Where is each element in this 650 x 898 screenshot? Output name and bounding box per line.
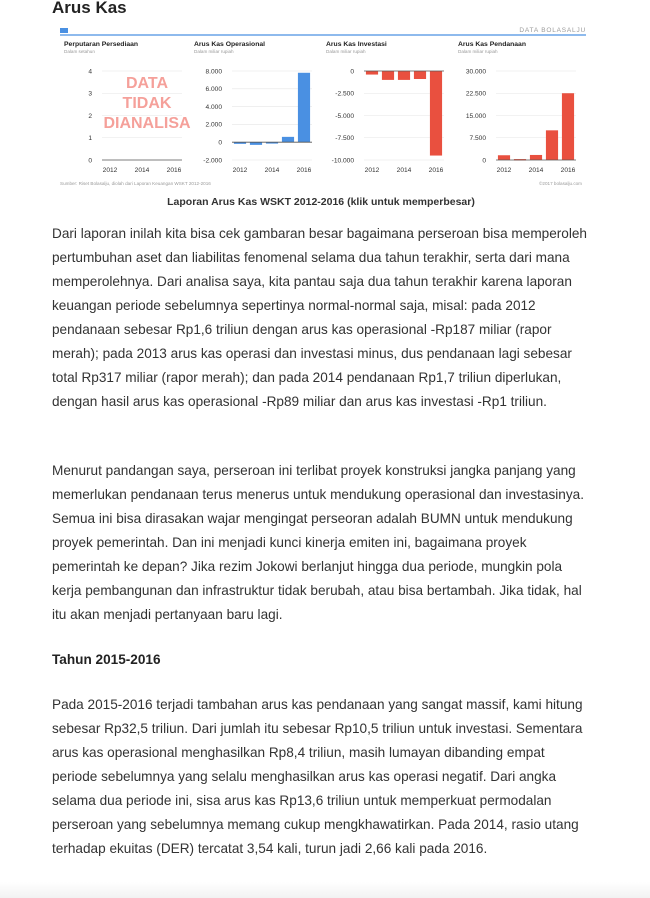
- y-tick-label: -2.500: [335, 90, 354, 98]
- chart-title: Perputaran Persediaan: [64, 41, 139, 48]
- y-tick-label: 4: [88, 68, 92, 76]
- bar-2013: [250, 142, 262, 145]
- header-marker: [60, 28, 68, 33]
- subheading-2015-2016: Tahun 2015-2016: [52, 652, 161, 667]
- copyright-note: ©2017 bolasalju.com: [539, 181, 582, 186]
- bar-2016: [562, 93, 574, 160]
- x-tick-label: 2014: [396, 167, 412, 174]
- x-tick-label: 2016: [296, 167, 312, 174]
- bar-2015: [282, 137, 294, 142]
- paragraph-2: Menurut pandangan saya, perseroan ini terlibat proyek konstruksi jangka panjang yang memerlukan pendanaan terus menerus untuk mendukung operasional dan investasinya. Semua ini bisa dirasakan wajar mengingat perseoran adalah BUMN untuk mendukung proyek pemerintah. Dan ini menjadi kunci kinerja emiten ini, bagaimana proyek pemerintah ke depan? Jika rezim Jokowi berlanjut hingga dua periode, mungkin pola kerja pembangunan dan infrastruktur tidak berubah, atau bisa bertambah. Jika tidak, hal itu akan menjadi pertanyaan baru lagi.: [52, 463, 585, 622]
- y-tick-label: -7.500: [335, 135, 354, 143]
- x-tick-label: 2016: [428, 167, 444, 174]
- cash-flow-charts[interactable]: [60, 24, 590, 192]
- x-tick-label: 2012: [364, 167, 380, 174]
- bar-2015: [414, 71, 426, 79]
- x-tick-label: 2012: [102, 167, 118, 174]
- source-note: Sumber: Riset Bolasalju, diolah dari Laporan Keuangan WSKT 2012-2016: [60, 181, 211, 186]
- y-tick-label: 2.000: [205, 121, 222, 129]
- brand-label: DATA BOLASALJU: [519, 27, 586, 34]
- bar-2012: [366, 71, 378, 75]
- x-tick-label: 2014: [264, 167, 280, 174]
- figure-caption[interactable]: Laporan Arus Kas WSKT 2012-2016 (klik untuk memperbesar): [167, 196, 475, 208]
- y-tick-label: 0: [218, 139, 222, 147]
- chart-title: Arus Kas Pendanaan: [458, 41, 526, 48]
- y-tick-label: -10.000: [331, 157, 354, 165]
- x-tick-label: 2014: [528, 167, 544, 174]
- y-tick-label: 1: [88, 135, 92, 143]
- bar-2014: [530, 155, 542, 160]
- y-tick-label: -5.000: [335, 112, 354, 120]
- y-tick-label: -2.000: [203, 157, 222, 165]
- section-heading: Arus Kas: [52, 0, 127, 17]
- y-tick-label: 2: [88, 112, 92, 120]
- bar-2016: [298, 73, 310, 142]
- x-tick-label: 2016: [560, 167, 576, 174]
- chart-subtitle: Dalam miliar rupiah: [194, 49, 234, 54]
- chart-subtitle: Dalam miliar rupiah: [458, 49, 498, 54]
- y-tick-label: 22.500: [465, 90, 486, 98]
- chart-subtitle: Dalam setahun: [64, 49, 95, 54]
- stamp-word: DIANALISA: [103, 115, 191, 132]
- x-tick-label: 2012: [232, 167, 248, 174]
- x-tick-label: 2014: [134, 167, 150, 174]
- bottom-fade: [0, 882, 650, 898]
- y-tick-label: 0: [350, 68, 354, 76]
- bar-2015: [546, 130, 558, 160]
- y-tick-label: 7.500: [469, 135, 486, 143]
- y-tick-label: 8.000: [205, 68, 222, 76]
- chart-panels: [64, 41, 576, 174]
- y-tick-label: 0: [88, 157, 92, 165]
- y-tick-label: 0: [482, 157, 486, 165]
- bar-2012: [498, 155, 510, 160]
- y-tick-label: 6.000: [205, 86, 222, 94]
- x-tick-label: 2012: [496, 167, 512, 174]
- y-tick-label: 3: [88, 90, 92, 98]
- chart-panel-3: [326, 41, 444, 174]
- stamp-word: DATA: [125, 75, 169, 92]
- bar-2016: [430, 71, 442, 156]
- chart-panel-1: [64, 41, 191, 174]
- chart-panel-4: [458, 41, 576, 174]
- bar-2014: [398, 71, 410, 80]
- chart-subtitle: Dalam miliar rupiah: [326, 49, 366, 54]
- cash-flow-figure[interactable]: [60, 24, 590, 192]
- y-tick-label: 30.000: [465, 68, 486, 76]
- x-tick-label: 2016: [166, 167, 182, 174]
- y-tick-label: 4.000: [205, 103, 222, 111]
- chart-panel-2: [194, 41, 312, 174]
- bar-2013: [382, 71, 394, 80]
- paragraph-3: Pada 2015-2016 terjadi tambahan arus kas pendanaan yang sangat massif, kami hitung sebesar Rp32,5 triliun. Dari jumlah itu sebesar Rp10,5 triliun untuk investasi. Sementara arus kas operasional menghasilkan Rp8,4 triliun, masih lumayan dibanding empat periode sebelumnya yang selalu menghasilkan arus kas operasi negatif. Dari angka selama dua periode ini, sisa arus kas Rp13,6 triliun untuk memperkuat permodalan perseroan yang sebelumnya memang cukup mengkhawatirkan. Pada 2014, rasio utang terhadap ekuitas (DER) tercatat 3,54 kali, turun jadi 2,66 kali pada 2016.: [52, 697, 583, 856]
- paragraph-1: Dari laporan inilah kita bisa cek gambaran besar bagaimana perseroan bisa memperoleh pertumbuhan aset dan liabilitas fenomenal selama dua tahun terakhir, serta dari mana memperolehnya. Dari analisa saya, kita pantau saja dua tahun terakhir karena laporan keuangan periode sebelumnya sepertinya normal-normal saja, misal: pada 2012 pendanaan sebesar Rp1,6 triliun dengan arus kas operasional -Rp187 miliar (rapor merah); pada 2013 arus kas operasi dan investasi minus, dus pendanaan lagi sebesar total Rp317 miliar (rapor merah); dan pada 2014 pendanaan Rp1,7 triliun diperlukan, dengan hasil arus kas operasional -Rp89 miliar dan arus kas investasi -Rp1 triliun.: [52, 226, 587, 409]
- chart-title: Arus Kas Operasional: [194, 41, 266, 48]
- chart-title: Arus Kas Investasi: [326, 41, 387, 48]
- stamp-word: TIDAK: [122, 95, 172, 112]
- y-tick-label: 15.000: [465, 112, 486, 120]
